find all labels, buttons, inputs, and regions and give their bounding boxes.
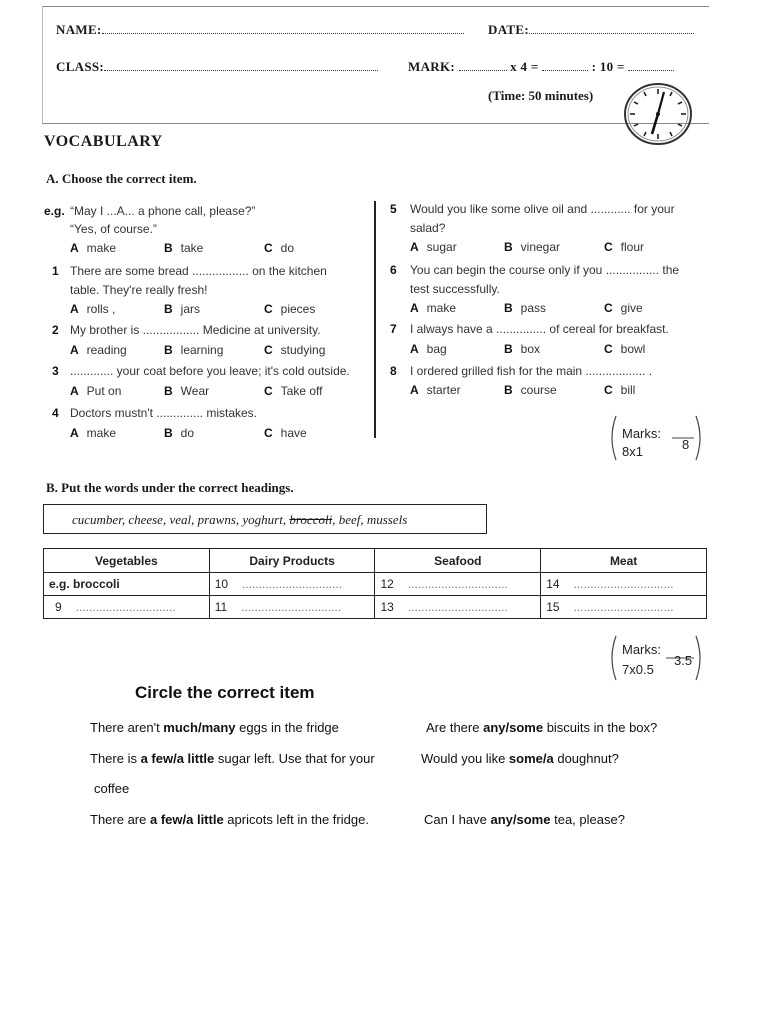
q5-option-a[interactable]: A sugar bbox=[410, 240, 457, 254]
q8-option-b[interactable]: B course bbox=[504, 383, 557, 397]
choice[interactable]: a few/a little bbox=[140, 751, 215, 766]
name-blank[interactable] bbox=[102, 23, 464, 34]
q5-option-b[interactable]: B vinegar bbox=[504, 240, 561, 254]
q8-option-c[interactable]: C bill bbox=[604, 383, 636, 397]
marks-total: 8 bbox=[682, 437, 690, 452]
marks-box-a bbox=[606, 412, 706, 464]
table-cell[interactable]: 11 .............................. bbox=[209, 596, 375, 619]
sentence: Can I have any/some tea, please? bbox=[424, 812, 625, 827]
marks-calc: 7x0.5 bbox=[622, 662, 654, 677]
sentence: There aren't much/many eggs in the fridge bbox=[90, 720, 339, 735]
sentence: Are there any/some biscuits in the box? bbox=[426, 720, 658, 735]
mark-blank-2[interactable] bbox=[542, 60, 588, 71]
struck-word: broccoli bbox=[289, 512, 333, 527]
question-text: Would you like some olive oil and ............ for your bbox=[410, 202, 675, 216]
part-c-title: Circle the correct item bbox=[135, 683, 315, 702]
example-label: e.g. bbox=[44, 204, 65, 218]
choice[interactable]: any/some bbox=[483, 720, 544, 735]
q3-option-a[interactable]: A Put on bbox=[70, 384, 122, 398]
mark-blank-1[interactable] bbox=[459, 60, 507, 71]
q2-option-a[interactable]: A reading bbox=[70, 343, 127, 357]
table-cell: e.g. broccoli bbox=[44, 573, 210, 596]
clock-icon bbox=[614, 78, 702, 150]
q6-option-b[interactable]: B pass bbox=[504, 301, 547, 315]
marks-total: 3.5 bbox=[674, 653, 693, 668]
part-a-instruction: A. Choose the correct item. bbox=[46, 171, 197, 186]
class-blank[interactable] bbox=[104, 60, 378, 71]
marks-calc: 8x1 bbox=[622, 444, 643, 459]
q2-option-c[interactable]: C studying bbox=[264, 343, 326, 357]
question-number: 6 bbox=[390, 263, 397, 277]
choice[interactable]: a few/a little bbox=[149, 812, 224, 827]
q4-option-b[interactable]: B do bbox=[164, 426, 195, 440]
mark-field bbox=[408, 59, 674, 75]
mark-x4: x 4 = bbox=[510, 59, 539, 74]
name-label: NAME: bbox=[56, 22, 102, 37]
question-number: 4 bbox=[52, 406, 59, 420]
date-blank[interactable] bbox=[529, 23, 694, 34]
mark-blank-3[interactable] bbox=[628, 60, 674, 71]
table-cell[interactable]: 14 .............................. bbox=[541, 573, 707, 596]
q3-option-c[interactable]: C Take off bbox=[264, 384, 323, 398]
marks-label: Marks: bbox=[622, 426, 661, 441]
word-list-end: , beef, mussels bbox=[332, 512, 408, 527]
question-number: 5 bbox=[390, 202, 397, 216]
question-text: test successfully. bbox=[410, 282, 500, 296]
example-line1: “May I ...A... a phone call, please?” bbox=[70, 204, 256, 218]
sentence: Would you like some/a doughnut? bbox=[421, 751, 619, 766]
food-table bbox=[43, 548, 707, 619]
q7-option-b[interactable]: B box bbox=[504, 342, 541, 356]
table-cell[interactable]: 15 .............................. bbox=[541, 596, 707, 619]
header-vegetables: Vegetables bbox=[44, 549, 210, 573]
sentence: coffee bbox=[94, 781, 130, 796]
sentence: There is a few/a little sugar left. Use that for your bbox=[90, 751, 375, 766]
example-option-c[interactable]: C do bbox=[264, 241, 295, 255]
mark-label: MARK: bbox=[408, 59, 455, 74]
header-meat: Meat bbox=[541, 549, 707, 573]
q6-option-c[interactable]: C give bbox=[604, 301, 643, 315]
header-seafood: Seafood bbox=[375, 549, 541, 573]
choice[interactable]: some/a bbox=[508, 751, 554, 766]
table-row bbox=[44, 573, 707, 596]
question-number: 1 bbox=[52, 264, 59, 278]
section-title: VOCABULARY bbox=[44, 133, 163, 150]
sentence: There are a few/a little apricots left in the fridge. bbox=[90, 812, 369, 827]
choice[interactable]: much/many bbox=[163, 720, 236, 735]
part-b-instruction: B. Put the words under the correct headings. bbox=[46, 480, 294, 495]
question-number: 3 bbox=[52, 364, 59, 378]
q2-option-b[interactable]: B learning bbox=[164, 343, 224, 357]
question-number: 8 bbox=[390, 364, 397, 378]
question-text: There are some bread ................. on the kitchen bbox=[70, 264, 327, 278]
column-divider bbox=[374, 201, 376, 438]
question-text: I always have a ............... of cereal for breakfast. bbox=[410, 322, 669, 336]
question-number: 2 bbox=[52, 323, 59, 337]
class-label: CLASS: bbox=[56, 59, 105, 74]
q4-option-c[interactable]: C have bbox=[264, 426, 307, 440]
choice[interactable]: any/some bbox=[490, 812, 551, 827]
q7-option-c[interactable]: C bowl bbox=[604, 342, 646, 356]
q6-option-a[interactable]: A make bbox=[410, 301, 457, 315]
header-dairy: Dairy Products bbox=[209, 549, 375, 573]
q8-option-a[interactable]: A starter bbox=[410, 383, 461, 397]
question-text: salad? bbox=[410, 221, 446, 235]
example-option-b[interactable]: B take bbox=[164, 241, 204, 255]
question-text: ............. your coat before you leave; it's cold outside. bbox=[70, 364, 350, 378]
example-option-a[interactable]: A make bbox=[70, 241, 117, 255]
name-field[interactable] bbox=[56, 22, 464, 38]
time-limit: (Time: 50 minutes) bbox=[488, 88, 594, 103]
question-text: Doctors mustn't .............. mistakes. bbox=[70, 406, 258, 420]
table-cell[interactable]: 12 .............................. bbox=[375, 573, 541, 596]
table-header-row bbox=[44, 549, 707, 573]
table-cell[interactable]: 10 .............................. bbox=[209, 573, 375, 596]
q3-option-b[interactable]: B Wear bbox=[164, 384, 210, 398]
q1-option-c[interactable]: C pieces bbox=[264, 302, 316, 316]
mark-div10: : 10 = bbox=[591, 59, 625, 74]
marks-box-b bbox=[606, 632, 706, 684]
marks-label: Marks: bbox=[622, 642, 661, 657]
word-box bbox=[43, 504, 487, 534]
question-number: 7 bbox=[390, 322, 397, 336]
q4-option-a[interactable]: A make bbox=[70, 426, 117, 440]
table-cell[interactable]: 9 .............................. bbox=[44, 596, 210, 619]
date-label: DATE: bbox=[488, 22, 529, 37]
question-text: table. They're really fresh! bbox=[70, 283, 208, 297]
q1-option-b[interactable]: B jars bbox=[164, 302, 201, 316]
table-row bbox=[44, 596, 707, 619]
date-field[interactable] bbox=[488, 22, 694, 38]
word-list: cucumber, cheese, veal, prawns, yoghurt, bbox=[72, 512, 290, 527]
question-text: I ordered grilled fish for the main .................. . bbox=[410, 364, 653, 378]
q5-option-c[interactable]: C flour bbox=[604, 240, 645, 254]
question-text: My brother is ................. Medicine at university. bbox=[70, 323, 321, 337]
q7-option-a[interactable]: A bag bbox=[410, 342, 447, 356]
table-cell[interactable]: 13 .............................. bbox=[375, 596, 541, 619]
example-line2: “Yes, of course.” bbox=[70, 222, 157, 236]
question-text: You can begin the course only if you ................ the bbox=[410, 263, 680, 277]
class-field[interactable] bbox=[56, 59, 378, 75]
q1-option-a[interactable]: A rolls , bbox=[70, 302, 116, 316]
